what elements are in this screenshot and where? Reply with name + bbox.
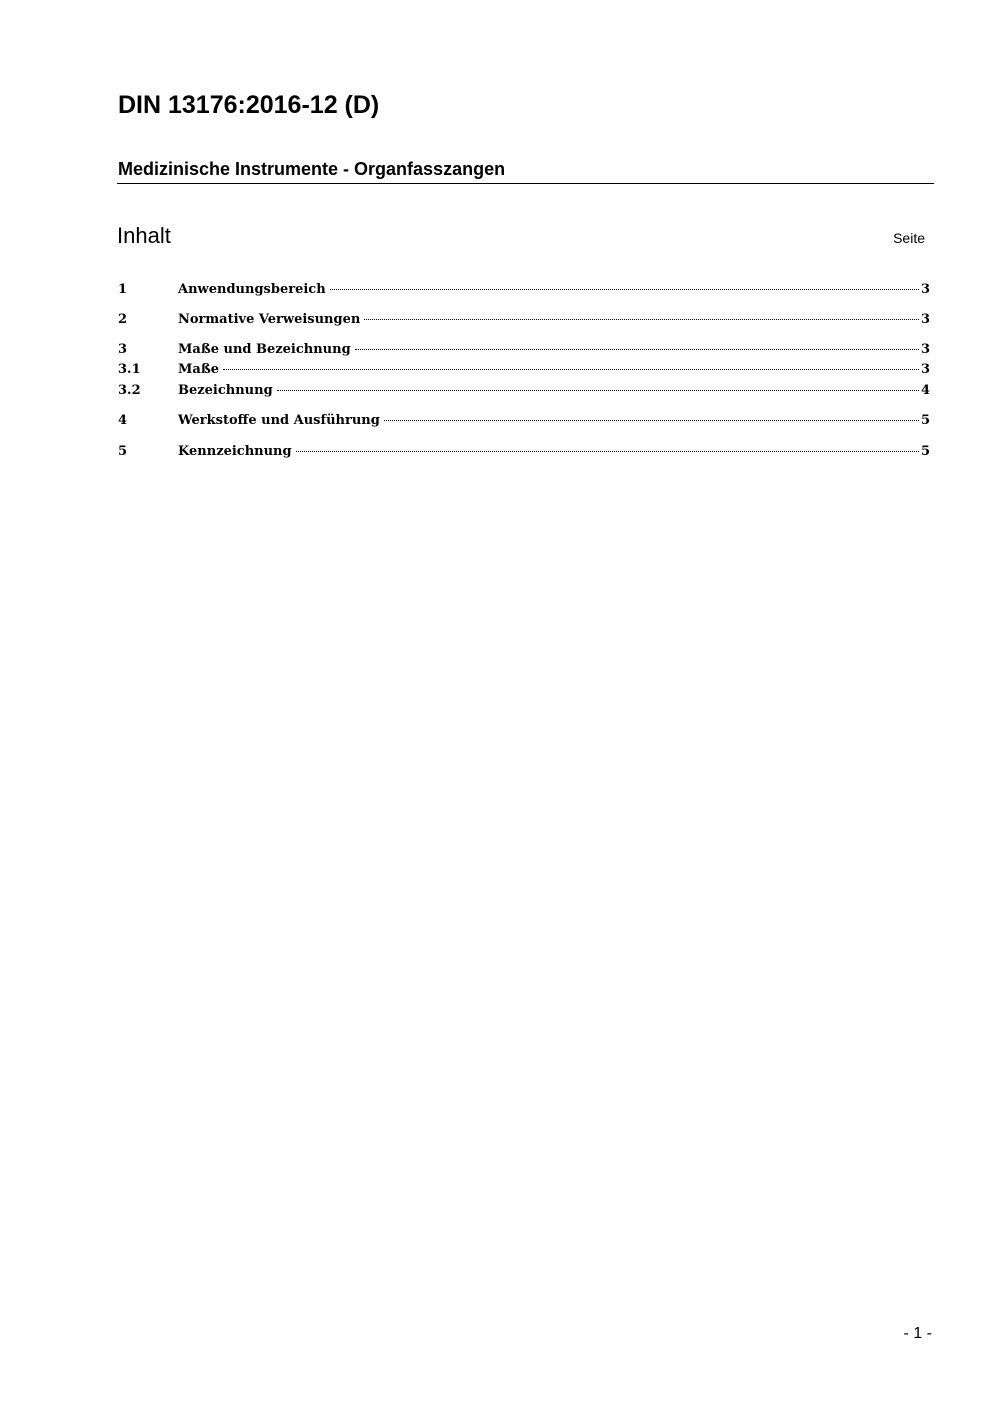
toc-dot-leader: [277, 390, 919, 391]
toc-entry-page: 3: [920, 362, 930, 377]
toc-entry-1[interactable]: [118, 280, 930, 300]
toc-dot-leader: [330, 289, 919, 290]
toc-entry-number: 3.1: [118, 362, 141, 377]
toc-entry-label: Normative Verweisungen: [178, 312, 361, 327]
toc-dot-leader: [355, 349, 919, 350]
toc-entry-label: Maße und Bezeichnung: [178, 342, 351, 357]
toc-page-column-heading: Seite: [893, 230, 925, 246]
toc-heading: Inhalt: [117, 223, 171, 248]
document-title: DIN 13176:2016-12 (D): [118, 91, 380, 119]
toc-entry-page: 3: [920, 282, 930, 297]
toc-entry-number: 3.2: [118, 383, 141, 398]
toc-entry-label: Anwendungsbereich: [178, 282, 326, 297]
toc-entry-label: Bezeichnung: [178, 383, 273, 398]
toc-entry-page: 5: [920, 413, 930, 428]
toc-entry-number: 3: [118, 342, 128, 357]
footer-page-number: - 1 -: [903, 1325, 932, 1342]
toc-entry-page: 3: [920, 342, 930, 357]
toc-entry-4[interactable]: [118, 411, 930, 431]
toc-entry-number: 5: [118, 444, 128, 459]
toc-entry-number: 2: [118, 312, 128, 327]
toc-entry-page: 5: [920, 444, 930, 459]
toc-dot-leader: [384, 420, 919, 421]
toc-entry-label: Werkstoffe und Ausführung: [178, 413, 380, 428]
toc-entry-3-1[interactable]: [118, 360, 930, 380]
toc-dot-leader: [223, 369, 919, 370]
toc-entry-page: 4: [920, 383, 930, 398]
toc-entry-label: Maße: [178, 362, 219, 377]
toc-entry-3[interactable]: [118, 340, 930, 360]
toc-entry-label: Kennzeichnung: [178, 444, 292, 459]
toc-dot-leader: [296, 451, 919, 452]
toc-entry-number: 1: [118, 282, 128, 297]
toc-entry-page: 3: [920, 312, 930, 327]
document-subtitle: Medizinische Instrumente - Organfasszangen: [118, 159, 506, 179]
toc-entry-5[interactable]: [118, 442, 930, 462]
subtitle-divider: [117, 183, 934, 184]
toc-entry-number: 4: [118, 413, 128, 428]
toc-dot-leader: [364, 319, 919, 320]
toc-entry-2[interactable]: [118, 310, 930, 330]
toc-entry-3-2[interactable]: [118, 381, 930, 401]
